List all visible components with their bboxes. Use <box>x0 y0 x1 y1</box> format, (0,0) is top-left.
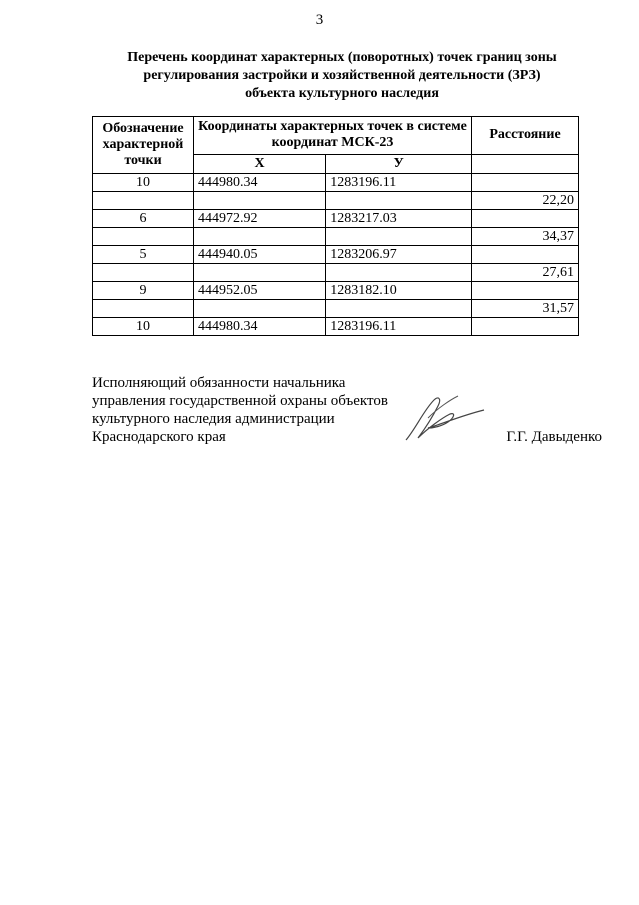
document-title <box>92 49 592 103</box>
cell-y <box>326 228 472 246</box>
cell-point <box>93 300 194 318</box>
cell-x: 444972.92 <box>194 210 326 228</box>
signer-name: Г.Г. Давыденко <box>506 429 602 445</box>
cell-point: 6 <box>93 210 194 228</box>
title-line-3: объекта культурного наследия <box>245 86 439 101</box>
cell-distance <box>472 318 579 336</box>
cell-x <box>194 300 326 318</box>
signer-position-line-4: Краснодарского края <box>92 429 226 445</box>
table-row <box>93 318 579 336</box>
cell-point: 9 <box>93 282 194 300</box>
header-coords: Координаты характерных точек в системе координат МСК-23 <box>194 117 472 155</box>
cell-x: 444952.05 <box>194 282 326 300</box>
cell-x <box>194 192 326 210</box>
cell-x: 444940.05 <box>194 246 326 264</box>
table-row <box>93 246 579 264</box>
handwritten-signature <box>398 388 488 448</box>
cell-distance <box>472 174 579 192</box>
cell-distance <box>472 282 579 300</box>
cell-y <box>326 192 472 210</box>
cell-distance: 31,57 <box>472 300 579 318</box>
coordinates-table <box>92 116 579 336</box>
signature-block <box>92 374 602 446</box>
header-distance: Расстояние <box>472 117 579 155</box>
title-line-1: Перечень координат характерных (поворотных) точек границ зоны <box>127 50 557 65</box>
cell-x: 444980.34 <box>194 174 326 192</box>
cell-point: 10 <box>93 318 194 336</box>
cell-distance: 22,20 <box>472 192 579 210</box>
header-distance-sub <box>472 154 579 173</box>
cell-distance <box>472 210 579 228</box>
cell-y: 1283206.97 <box>326 246 472 264</box>
cell-x <box>194 228 326 246</box>
header-point: Обозначение характерной точки <box>93 117 194 174</box>
cell-point <box>93 228 194 246</box>
table-row <box>93 210 579 228</box>
cell-x: 444980.34 <box>194 318 326 336</box>
table-row <box>93 192 579 210</box>
header-y: У <box>326 154 472 173</box>
cell-x <box>194 264 326 282</box>
cell-point <box>93 264 194 282</box>
table-row <box>93 228 579 246</box>
table-row <box>93 264 579 282</box>
table-row <box>93 282 579 300</box>
cell-y: 1283182.10 <box>326 282 472 300</box>
signer-position-line-1: Исполняющий обязанности начальника <box>92 375 346 391</box>
signer-position-line-3: культурного наследия администрации <box>92 411 335 427</box>
cell-y: 1283196.11 <box>326 174 472 192</box>
cell-y <box>326 264 472 282</box>
header-x: Х <box>194 154 326 173</box>
signer-position-line-2: управления государственной охраны объектов <box>92 393 388 409</box>
cell-distance <box>472 246 579 264</box>
table-row <box>93 300 579 318</box>
cell-distance: 34,37 <box>472 228 579 246</box>
cell-distance: 27,61 <box>472 264 579 282</box>
cell-point: 10 <box>93 174 194 192</box>
table-row <box>93 174 579 192</box>
page-number: 3 <box>315 12 324 28</box>
cell-y: 1283196.11 <box>326 318 472 336</box>
cell-point <box>93 192 194 210</box>
title-line-2: регулирования застройки и хозяйственной деятельности (ЗРЗ) <box>143 68 541 83</box>
cell-y: 1283217.03 <box>326 210 472 228</box>
cell-y <box>326 300 472 318</box>
cell-point: 5 <box>93 246 194 264</box>
